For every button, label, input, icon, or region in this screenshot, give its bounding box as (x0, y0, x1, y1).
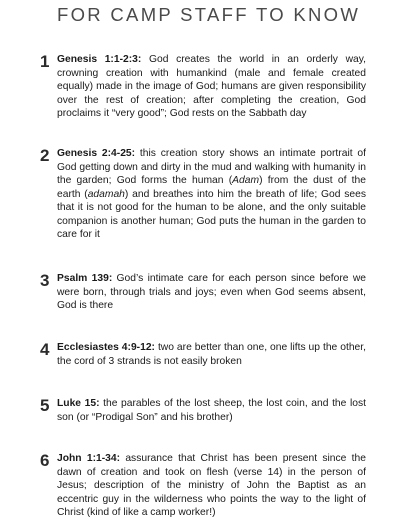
item-number: 5 (40, 396, 50, 415)
item-text (57, 272, 366, 313)
item-description: assurance that Christ has been present since the dawn of creation and took on flesh (verse 14) in the person of Jesus; description of the ministry of John the Baptist as an eccentric guy in the wilderness who points the way to the light of Christ (kind of like a camp worker!) (57, 453, 366, 518)
list-item-4 (40, 341, 366, 368)
item-description: this creation story shows an intimate portrait of God getting down and dirty in the mud and walking with humanity in the garden; God forms the human ( (57, 148, 366, 186)
page-title: FOR CAMP STAFF TO KNOW (57, 4, 361, 25)
italic-term: Adam (232, 175, 260, 186)
item-text (57, 53, 366, 121)
list-item-1 (40, 53, 366, 121)
scripture-reference: John 1:1-34: (57, 453, 121, 464)
item-text (57, 397, 366, 424)
item-description: ) and breathes into him the breath of life; God sees that it is not good for the human to be alone, and the only suitable companion is another human; God puts the human in the garden to care for it (57, 188, 366, 240)
item-number: 4 (40, 340, 50, 359)
item-number: 2 (40, 146, 50, 165)
list-item-6 (40, 452, 366, 520)
item-number: 6 (40, 451, 50, 470)
item-text (57, 341, 366, 368)
list-item-2 (40, 147, 366, 242)
scripture-reference: Genesis 1:1-2:3: (57, 54, 142, 65)
item-text (57, 147, 366, 242)
item-number: 1 (40, 52, 50, 71)
scripture-reference: Genesis 2:4-25: (57, 148, 136, 159)
scripture-reference: Luke 15: (57, 398, 100, 409)
list-item-5 (40, 397, 366, 424)
item-description: the parables of the lost sheep, the lost coin, and the lost son (or “Prodigal Son” and his brother) (57, 398, 367, 423)
list-item-3 (40, 272, 366, 313)
item-description: God creates the world in an orderly way, crowning creation with humankind (male and female created equally) made in the image of God; humans are given responsibility over the rest of creation; after completing the creation, God proclaims it “very good”; God rests on the Sabbath day (57, 54, 366, 119)
scripture-reference: Psalm 139: (57, 273, 113, 284)
item-text (57, 452, 366, 520)
item-description: God’s intimate care for each person since before we were born, through trials and joys; even when God seems absent, God is there (57, 273, 366, 311)
italic-term: adamah (87, 188, 125, 200)
scripture-reference: Ecclesiastes 4:9-12: (57, 342, 155, 353)
item-number: 3 (40, 271, 50, 290)
item-description: two are better than one, one lifts up the other, the cord of 3 strands is not easily broken (57, 342, 366, 367)
item-description: ) from the dust of the earth ( (57, 175, 366, 200)
